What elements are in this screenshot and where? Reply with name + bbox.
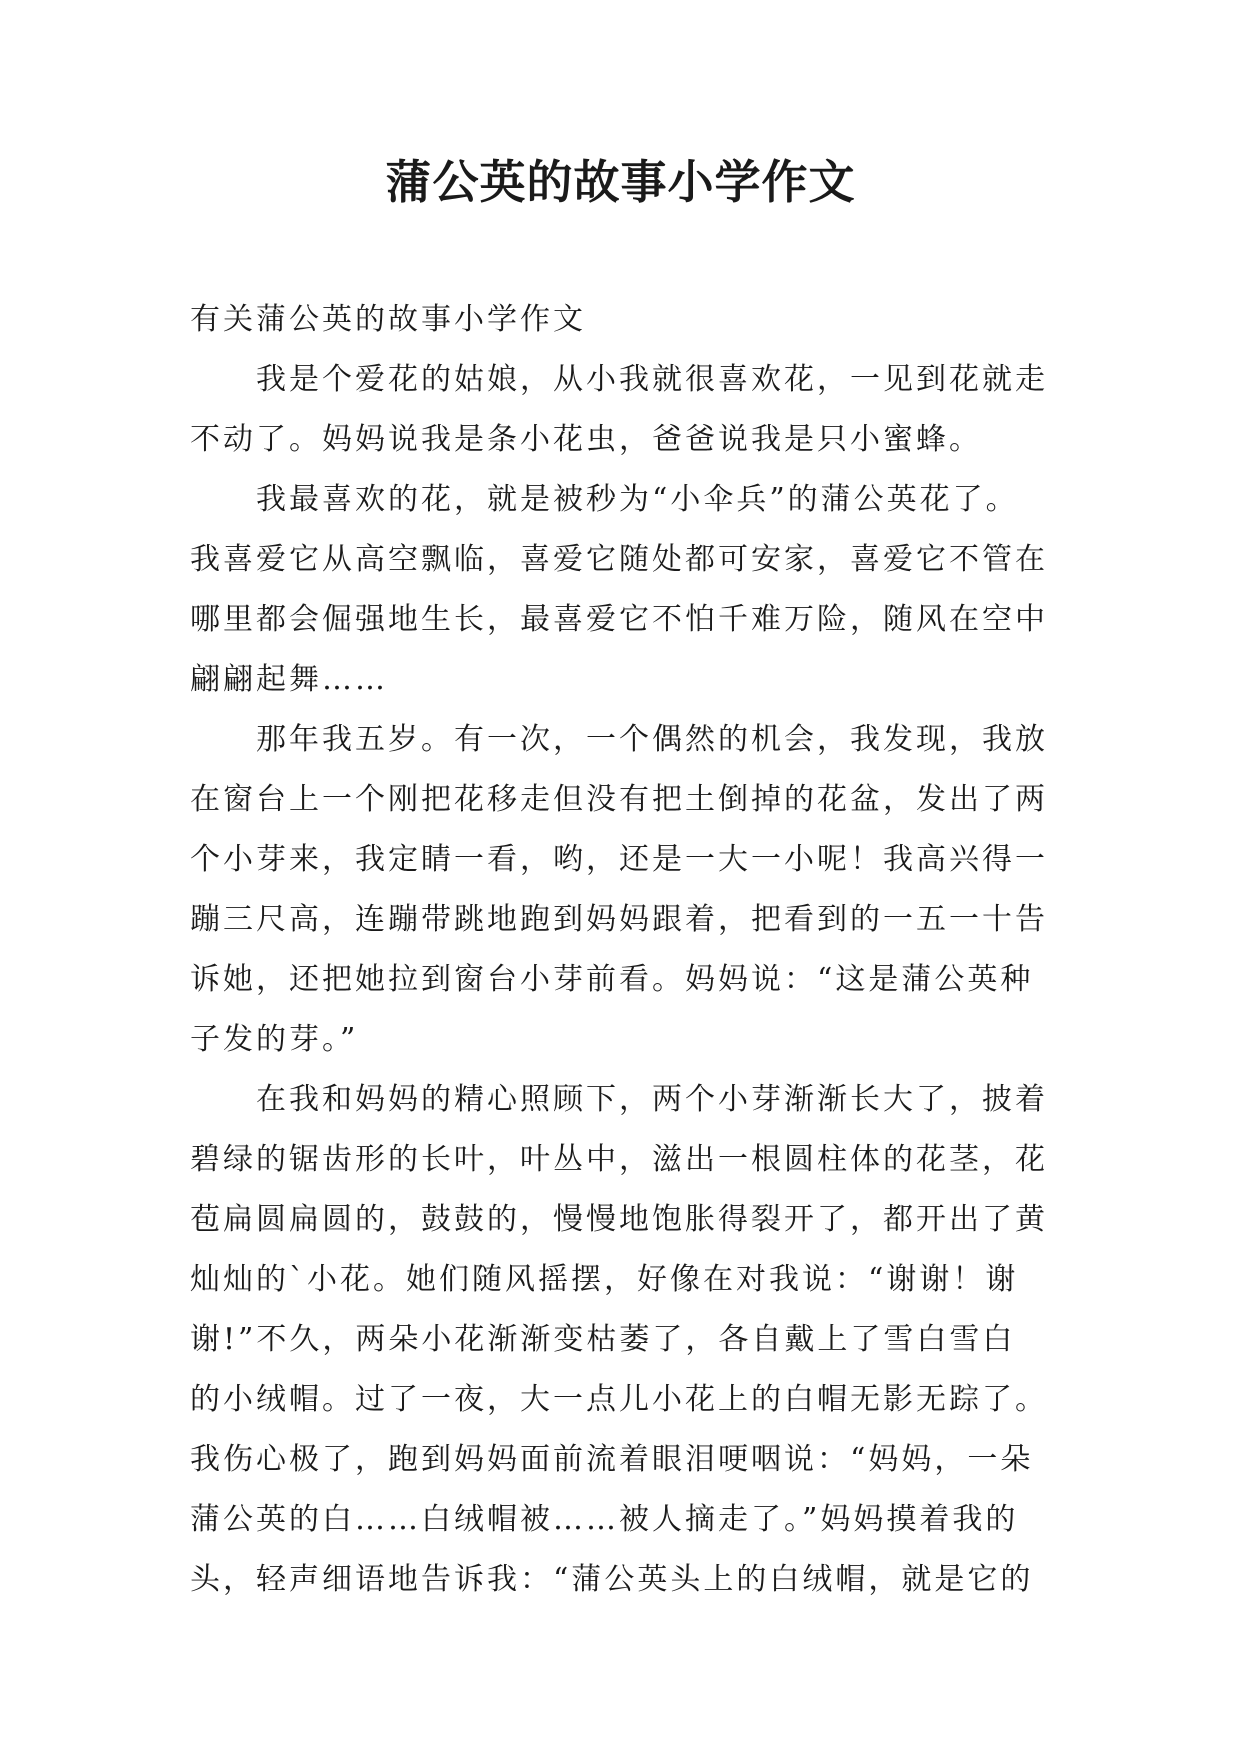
text-line: 苞扁圆扁圆的，鼓鼓的，慢慢地饱胀得裂开了，都开出了黄 xyxy=(190,1202,1048,1237)
text-line: 在窗台上一个刚把花移走但没有把土倒掉的花盆，发出了两 xyxy=(190,782,1048,817)
text-line: 头，轻声细语地告诉我：“蒲公英头上的白绒帽，就是它的 xyxy=(190,1562,1034,1597)
text-line: 的小绒帽。过了一夜，大一点儿小花上的白帽无影无踪了。 xyxy=(190,1382,1048,1417)
text-line: 子发的芽。” xyxy=(190,1022,359,1057)
text-line: 那年我五岁。有一次，一个偶然的机会，我发现，我放 xyxy=(256,722,1048,757)
text-line: 我喜爱它从高空飘临，喜爱它随处都可安家，喜爱它不管在 xyxy=(190,542,1048,577)
text-line: 哪里都会倔强地生长，最喜爱它不怕千难万险，随风在空中 xyxy=(190,602,1048,637)
text-line: 诉她，还把她拉到窗台小芽前看。妈妈说：“这是蒲公英种 xyxy=(190,962,1034,997)
text-line: 翩翩起舞…… xyxy=(190,662,388,697)
text-line: 我是个爱花的姑娘，从小我就很喜欢花，一见到花就走 xyxy=(256,362,1048,397)
text-line: 有关蒲公英的故事小学作文 xyxy=(190,302,586,337)
text-line: 不动了。妈妈说我是条小花虫，爸爸说我是只小蜜蜂。 xyxy=(190,422,982,457)
text-line: 灿灿的`小花。她们随风摇摆，好像在对我说：“谢谢！谢 xyxy=(190,1262,1019,1297)
text-line: 谢!”不久，两朵小花渐渐变枯萎了，各自戴上了雪白雪白 xyxy=(190,1322,1016,1357)
text-line: 蒲公英的白……白绒帽被……被人摘走了。”妈妈摸着我的 xyxy=(190,1502,1019,1537)
document-body xyxy=(190,290,1070,1610)
text-line: 碧绿的锯齿形的长叶，叶丛中，滋出一根圆柱体的花茎，花 xyxy=(190,1142,1048,1177)
text-line: 我伤心极了，跑到妈妈面前流着眼泪哽咽说：“妈妈，一朵 xyxy=(190,1442,1034,1477)
text-line: 我最喜欢的花，就是被秒为“小伞兵”的蒲公英花了。 xyxy=(256,482,1019,517)
document-title: 蒲公英的故事小学作文 xyxy=(385,155,856,209)
text-line: 个小芽来，我定睛一看，哟，还是一大一小呢！我高兴得一 xyxy=(190,842,1048,877)
text-line: 蹦三尺高，连蹦带跳地跑到妈妈跟着，把看到的一五一十告 xyxy=(190,902,1048,937)
text-line: 在我和妈妈的精心照顾下，两个小芽渐渐长大了，披着 xyxy=(256,1082,1048,1117)
